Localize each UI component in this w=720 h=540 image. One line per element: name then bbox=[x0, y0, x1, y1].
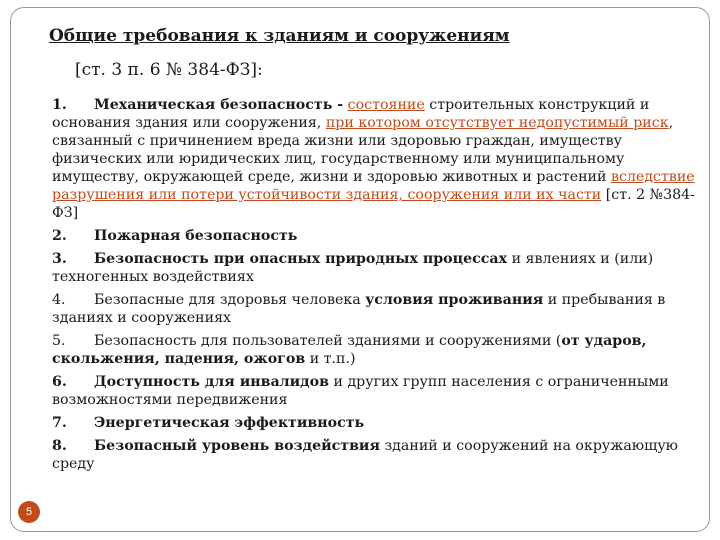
item-text: строительных конструкций и основания здания или сооружения, bbox=[52, 97, 650, 131]
page-title: Общие требования к зданиям и сооружениям bbox=[49, 26, 510, 46]
list-item-2 bbox=[52, 227, 697, 245]
list-item-3 bbox=[52, 250, 697, 286]
list-item-7 bbox=[52, 414, 697, 432]
list-item-8 bbox=[52, 437, 697, 473]
item-number: 4. bbox=[52, 292, 66, 308]
item-number: 6. bbox=[52, 374, 67, 390]
slide-number-badge: 5 bbox=[18, 501, 40, 523]
item-title: Механическая безопасность - bbox=[94, 97, 344, 113]
highlight-risk: при котором отсутствует недопустимый риск bbox=[325, 115, 669, 131]
page-subtitle: [ст. 3 п. 6 № 384-ФЗ]: bbox=[75, 60, 263, 80]
item-title: Пожарная безопасность bbox=[94, 228, 298, 244]
highlight-destruction: вследствие разрушения или потери устойчивости здания, сооружения или их части bbox=[52, 169, 695, 203]
highlight-state: состояние bbox=[347, 97, 425, 113]
item-number: 7. bbox=[52, 415, 67, 431]
item-number: 3. bbox=[52, 251, 67, 267]
item-number: 5. bbox=[52, 333, 66, 349]
item-title: Энергетическая эффективность bbox=[94, 415, 365, 431]
law-reference: [ст. 2 №384-ФЗ] bbox=[52, 187, 695, 221]
item-number: 2. bbox=[52, 228, 67, 244]
requirements-list bbox=[52, 96, 697, 478]
item-text: и других групп населения с ограниченными возможностями передвижения bbox=[52, 374, 669, 408]
item-text: и явлениях и (или) техногенных воздействиях bbox=[52, 251, 654, 285]
item-title: Безопасный уровень воздействия bbox=[94, 438, 380, 454]
item-text: Безопасные для здоровья человека bbox=[94, 292, 366, 308]
item-title: Безопасность при опасных природных процессах bbox=[94, 251, 508, 267]
item-number: 8. bbox=[52, 438, 67, 454]
list-item-6 bbox=[52, 373, 697, 409]
item-text: зданий и сооружений на окружающую среду bbox=[52, 438, 679, 472]
item-text: и пребывания в зданиях и сооружениях bbox=[52, 292, 666, 326]
item-text: и т.п.) bbox=[305, 351, 356, 367]
list-item-5 bbox=[52, 332, 697, 368]
item-text: Безопасность для пользователей зданиями и сооружениями ( bbox=[94, 333, 562, 349]
list-item-1 bbox=[52, 96, 697, 222]
item-title: условия проживания bbox=[365, 292, 544, 308]
item-title: Доступность для инвалидов bbox=[94, 374, 329, 390]
list-item-4 bbox=[52, 291, 697, 327]
item-title: от ударов, скольжения, падения, ожогов bbox=[52, 333, 647, 367]
item-number: 1. bbox=[52, 97, 67, 113]
item-text: , связанный с причинением вреда жизни или здоровью граждан, имуществу физических или юридических лиц, государственному или муниципальному имуществу, окружающей среде, жизни и здоровью животных и растений bbox=[52, 115, 674, 185]
